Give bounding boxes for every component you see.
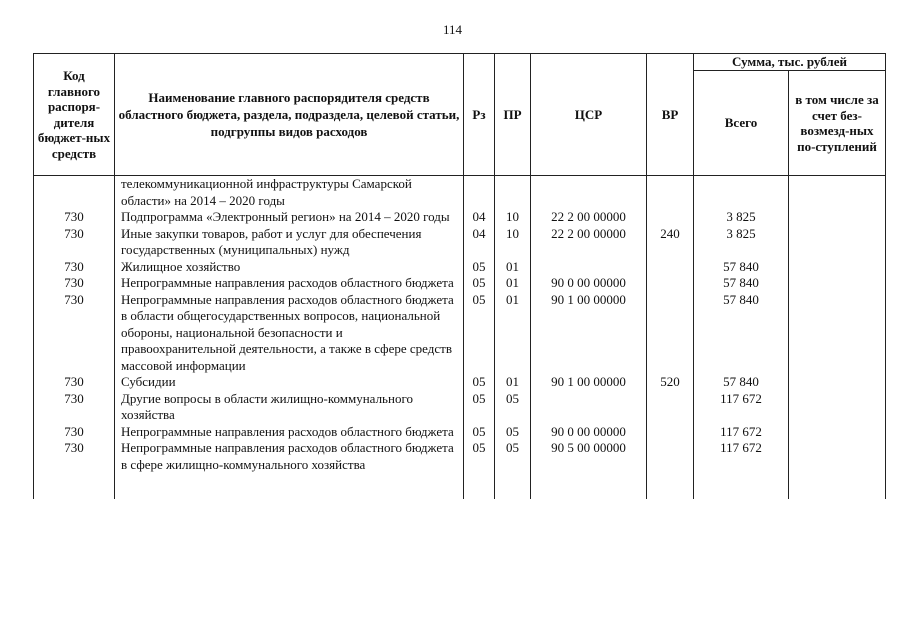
row-vr: [647, 440, 694, 473]
row-rz: 05: [464, 424, 495, 441]
row-csr: 22 2 00 00000: [531, 226, 647, 259]
row-vr: [647, 209, 694, 226]
spacer-cell: [495, 473, 531, 499]
header-code: Код главного распоря-дителя бюджет-ных средств: [34, 54, 115, 176]
row-total: 57 840: [694, 292, 789, 375]
header-rz: Рз: [464, 54, 495, 176]
row-name: Субсидии: [115, 374, 464, 391]
header-csr: ЦСР: [531, 54, 647, 176]
table-row: [34, 259, 886, 276]
table-row: [34, 440, 886, 473]
spacer-cell: [34, 473, 115, 499]
row-vr: [647, 391, 694, 424]
row-rz: 05: [464, 292, 495, 375]
row-total: 57 840: [694, 374, 789, 391]
row-csr: [531, 259, 647, 276]
table-spacer-row: [34, 473, 886, 499]
row-gratuitous: [789, 275, 886, 292]
row-name: Непрограммные направления расходов областного бюджета в области общегосударственных вопросов, национальной обороны, национальной безопасности и правоохранительной деятельности, а также в сфере средств массовой информации: [115, 292, 464, 375]
row-name: Подпрограмма «Электронный регион» на 2014 – 2020 годы: [115, 209, 464, 226]
row-gratuitous: [789, 374, 886, 391]
row-csr: 90 0 00 00000: [531, 275, 647, 292]
row-code: 730: [34, 292, 115, 375]
row-pr: [495, 176, 531, 210]
row-name: Непрограммные направления расходов областного бюджета: [115, 275, 464, 292]
row-rz: 05: [464, 275, 495, 292]
table-row: [34, 226, 886, 259]
row-vr: [647, 275, 694, 292]
table-row: [34, 391, 886, 424]
row-total: 57 840: [694, 275, 789, 292]
row-code: 730: [34, 209, 115, 226]
row-csr: 22 2 00 00000: [531, 209, 647, 226]
row-rz: 05: [464, 391, 495, 424]
row-name: Другие вопросы в области жилищно-коммунального хозяйства: [115, 391, 464, 424]
row-code: 730: [34, 275, 115, 292]
page-number: 114: [442, 22, 463, 37]
header-total: Всего: [694, 71, 789, 176]
table-row: [34, 292, 886, 375]
row-csr: 90 1 00 00000: [531, 292, 647, 375]
row-gratuitous: [789, 424, 886, 441]
header-gratuitous: в том числе за счет без-возмезд-ных по-ступлений: [789, 71, 886, 176]
row-rz: 05: [464, 259, 495, 276]
row-code: 730: [34, 440, 115, 473]
table-body: [34, 176, 886, 500]
spacer-cell: [115, 473, 464, 499]
spacer-cell: [789, 473, 886, 499]
row-vr: [647, 424, 694, 441]
row-code: 730: [34, 391, 115, 424]
table-row: [34, 176, 886, 210]
row-rz: 05: [464, 374, 495, 391]
row-rz: 05: [464, 440, 495, 473]
row-name: Иные закупки товаров, работ и услуг для обеспечения государственных (муниципальных) нужд: [115, 226, 464, 259]
row-total: 117 672: [694, 391, 789, 424]
row-csr: [531, 176, 647, 210]
spacer-cell: [531, 473, 647, 499]
row-total: 3 825: [694, 226, 789, 259]
row-code: 730: [34, 424, 115, 441]
row-csr: [531, 391, 647, 424]
row-total: 57 840: [694, 259, 789, 276]
row-vr: [647, 259, 694, 276]
row-vr: 520: [647, 374, 694, 391]
row-vr: [647, 292, 694, 375]
row-gratuitous: [789, 209, 886, 226]
table-row: [34, 374, 886, 391]
row-pr: 01: [495, 292, 531, 375]
row-gratuitous: [789, 176, 886, 210]
row-csr: 90 5 00 00000: [531, 440, 647, 473]
table-row: [34, 424, 886, 441]
row-gratuitous: [789, 226, 886, 259]
row-code: 730: [34, 259, 115, 276]
row-rz: [464, 176, 495, 210]
row-code: 730: [34, 226, 115, 259]
row-gratuitous: [789, 391, 886, 424]
header-name: Наименование главного распорядителя средств областного бюджета, раздела, подраздела, целевой статьи, подгруппы видов расходов: [115, 54, 464, 176]
row-pr: 10: [495, 209, 531, 226]
row-name: Жилищное хозяйство: [115, 259, 464, 276]
row-name: Непрограммные направления расходов областного бюджета в сфере жилищно-коммунального хозяйства: [115, 440, 464, 473]
row-pr: 01: [495, 259, 531, 276]
spacer-cell: [647, 473, 694, 499]
row-gratuitous: [789, 440, 886, 473]
spacer-cell: [464, 473, 495, 499]
row-rz: 04: [464, 209, 495, 226]
row-pr: 01: [495, 374, 531, 391]
row-gratuitous: [789, 292, 886, 375]
row-total: 117 672: [694, 440, 789, 473]
row-code: [34, 176, 115, 210]
row-name: телекоммуникационной инфраструктуры Самарской области» на 2014 – 2020 годы: [115, 176, 464, 210]
header-sum-group: Сумма, тыс. рублей: [694, 54, 886, 71]
row-total: 117 672: [694, 424, 789, 441]
row-rz: 04: [464, 226, 495, 259]
row-csr: 90 0 00 00000: [531, 424, 647, 441]
row-name: Непрограммные направления расходов областного бюджета: [115, 424, 464, 441]
row-gratuitous: [789, 259, 886, 276]
row-pr: 10: [495, 226, 531, 259]
row-pr: 01: [495, 275, 531, 292]
table-row: [34, 275, 886, 292]
row-pr: 05: [495, 424, 531, 441]
budget-expenditure-table: [33, 53, 886, 499]
row-vr: [647, 176, 694, 210]
row-pr: 05: [495, 391, 531, 424]
header-vr: ВР: [647, 54, 694, 176]
spacer-cell: [694, 473, 789, 499]
row-csr: 90 1 00 00000: [531, 374, 647, 391]
header-pr: ПР: [495, 54, 531, 176]
row-code: 730: [34, 374, 115, 391]
row-pr: 05: [495, 440, 531, 473]
row-total: [694, 176, 789, 210]
table-row: [34, 209, 886, 226]
row-vr: 240: [647, 226, 694, 259]
row-total: 3 825: [694, 209, 789, 226]
